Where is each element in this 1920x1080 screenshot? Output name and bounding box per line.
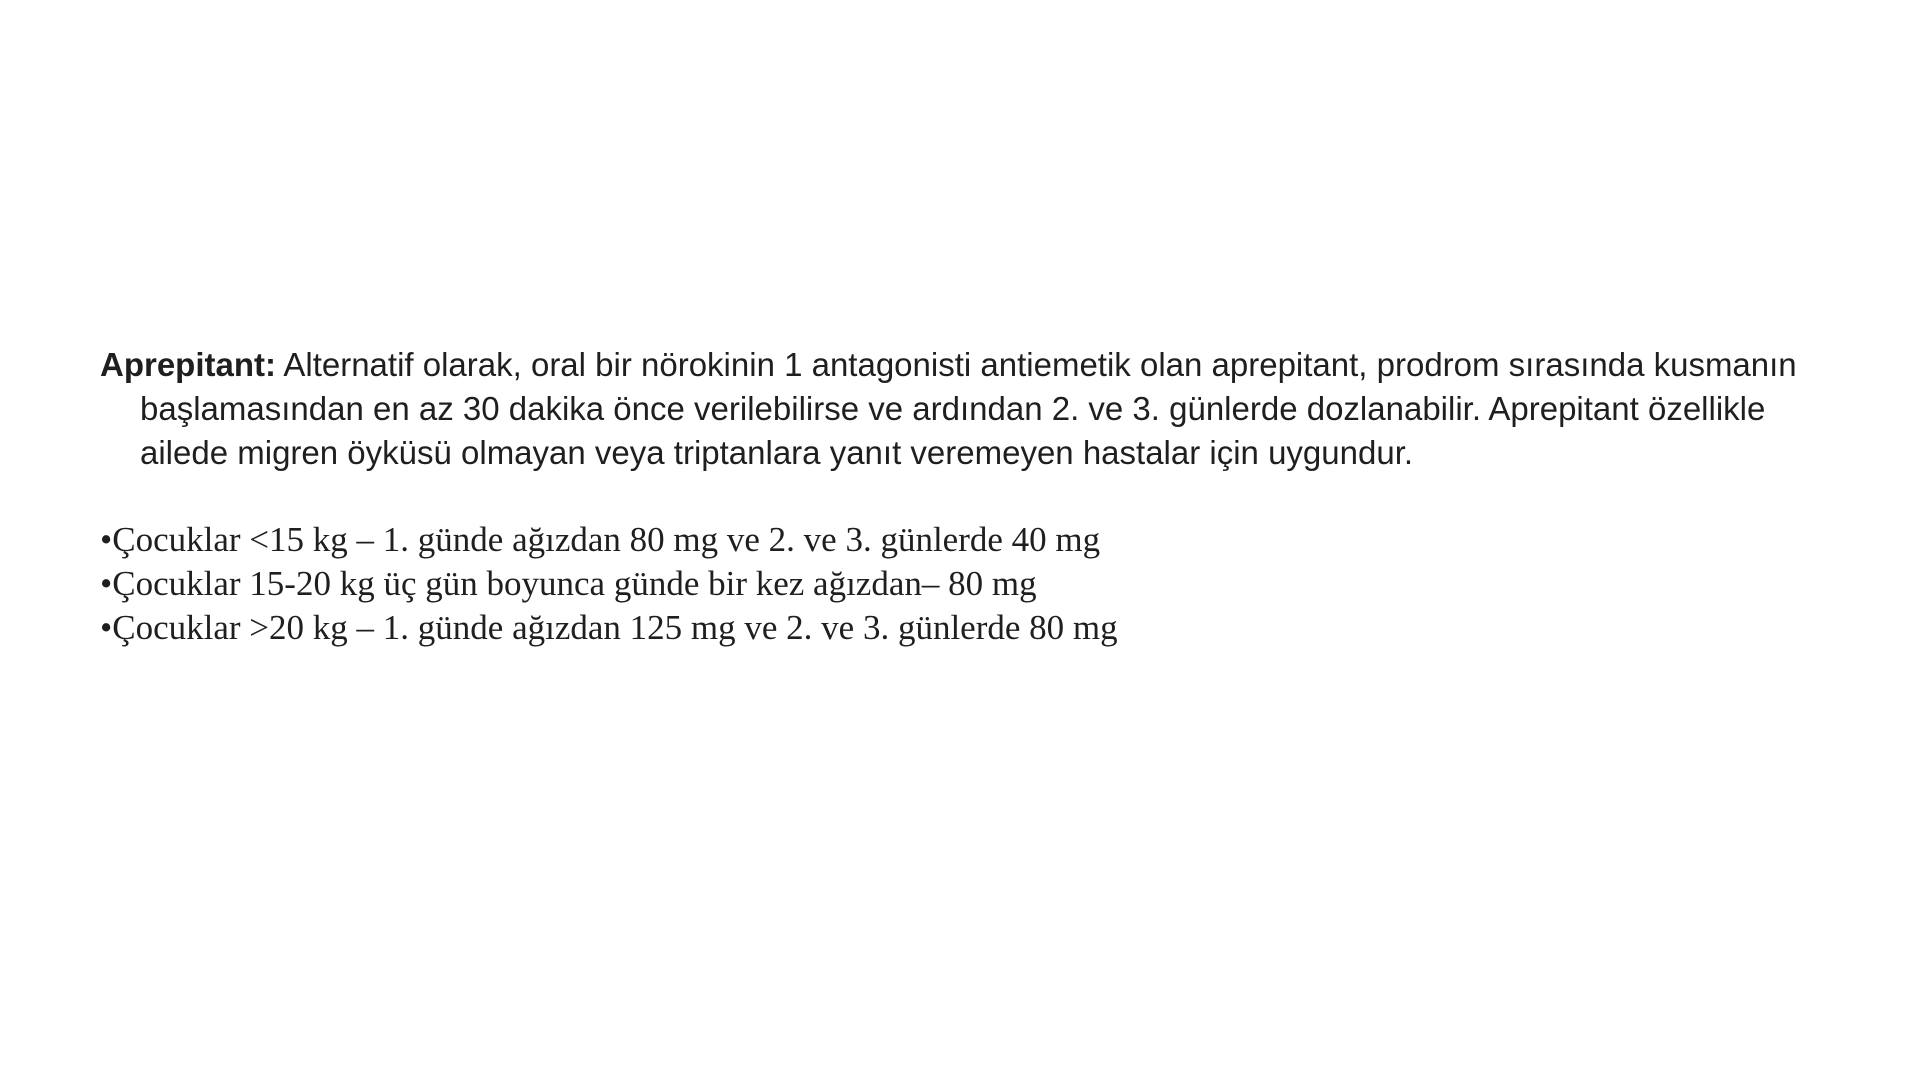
list-item — [100, 562, 1860, 606]
bullet-icon: • — [100, 520, 113, 559]
list-item-text: Çocuklar >20 kg – 1. günde ağızdan 125 mg ve 2. ve 3. günlerde 80 mg — [112, 608, 1118, 647]
paragraph-body: Alternatif olarak, oral bir nörokinin 1 antagonisti antiemetik olan aprepitant, prodrom sırasında kusmanın başlamasından en az 30 dakika önce verilebilirse ve ardından 2. ve 3. günlerde dozlanabilir. Aprepitant özellikle ailede migren öyküsü olmayan veya triptanlara yanıt veremeyen hastalar için uygundur. — [140, 346, 1797, 471]
aprepitant-paragraph — [100, 343, 1860, 475]
list-item — [100, 518, 1860, 562]
list-item-text: Çocuklar <15 kg – 1. günde ağızdan 80 mg ve 2. ve 3. günlerde 40 mg — [112, 520, 1101, 559]
list-item — [100, 606, 1860, 650]
slide-content — [100, 343, 1860, 650]
list-item-text: Çocuklar 15-20 kg üç gün boyunca günde bir kez ağızdan– 80 mg — [112, 564, 1037, 603]
dosage-list — [100, 518, 1860, 650]
bullet-icon: • — [100, 608, 113, 647]
bullet-icon: • — [100, 564, 113, 603]
paragraph-lead: Aprepitant: — [100, 346, 276, 383]
